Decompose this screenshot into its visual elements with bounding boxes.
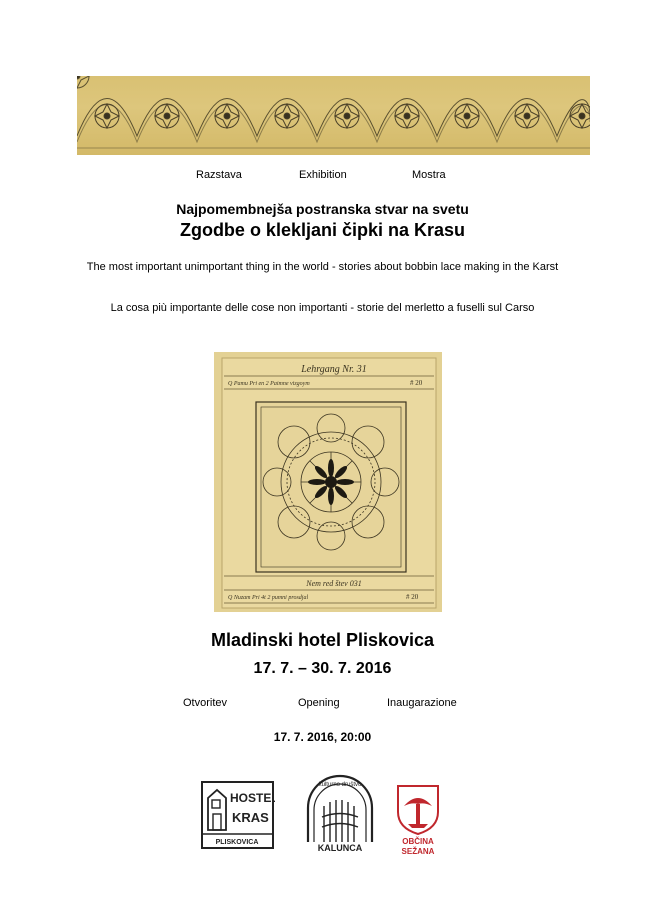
exhibition-title: Zgodbe o klekljani čipki na Krasu — [179, 220, 466, 240]
kalunca-logo — [300, 772, 380, 852]
lace-pattern-card-drawing — [214, 352, 442, 612]
card-bottom-note: Q Nuzam Pri 4t 2 pumni prosdjal — [228, 595, 309, 601]
lace-pattern-drawing — [77, 76, 590, 155]
label-otvoritev: Otvoritev — [183, 697, 228, 709]
card-top-number: # 20 — [410, 379, 423, 387]
card-bottom-label: Nem red štev 031 — [306, 579, 362, 588]
label-mostra: Mostra — [412, 169, 446, 181]
lace-pattern-card-image — [214, 352, 442, 612]
label-inaugarazione: Inaugarazione — [387, 697, 457, 709]
card-top-note: Q Pamu Pri en 2 Paimne vizgoym — [228, 381, 310, 387]
subtitle-italian: La cosa più importante delle cose non importanti - storie del merletto a fuselli sul Carso — [110, 302, 535, 314]
obcina-sezana-logo — [394, 782, 442, 856]
venue-name: Mladinski hotel Pliskovica — [210, 630, 435, 650]
hostel-logo-line3: PLISKOVICA — [215, 839, 259, 846]
hostel-logo-line2: KRAS — [232, 810, 269, 825]
obcina-line1: OBČINA — [402, 837, 434, 846]
label-opening: Opening — [298, 697, 340, 709]
obcina-line2: SEŽANA — [401, 847, 435, 856]
subtitle-slovene: Najpomembnejša postranska stvar na svetu — [176, 201, 469, 217]
kalunca-top-text: kulturno društvo — [318, 782, 362, 788]
card-top-label: Lehrgang Nr. 31 — [301, 364, 367, 375]
lace-pattern-banner — [77, 76, 590, 155]
card-bottom-number: # 20 — [406, 593, 419, 601]
hostel-kras-logo — [200, 780, 275, 850]
kalunca-name: KALUNCA — [317, 843, 363, 852]
subtitle-english: The most important unimportant thing in the world - stories about bobbin lace making in the Karst — [86, 261, 559, 273]
opening-datetime: 17. 7. 2016, 20:00 — [273, 730, 372, 744]
exhibition-dates: 17. 7. – 30. 7. 2016 — [253, 660, 392, 677]
label-razstava: Razstava — [196, 169, 242, 181]
label-exhibition: Exhibition — [299, 169, 347, 181]
hostel-logo-line1: HOSTEL — [230, 791, 275, 805]
